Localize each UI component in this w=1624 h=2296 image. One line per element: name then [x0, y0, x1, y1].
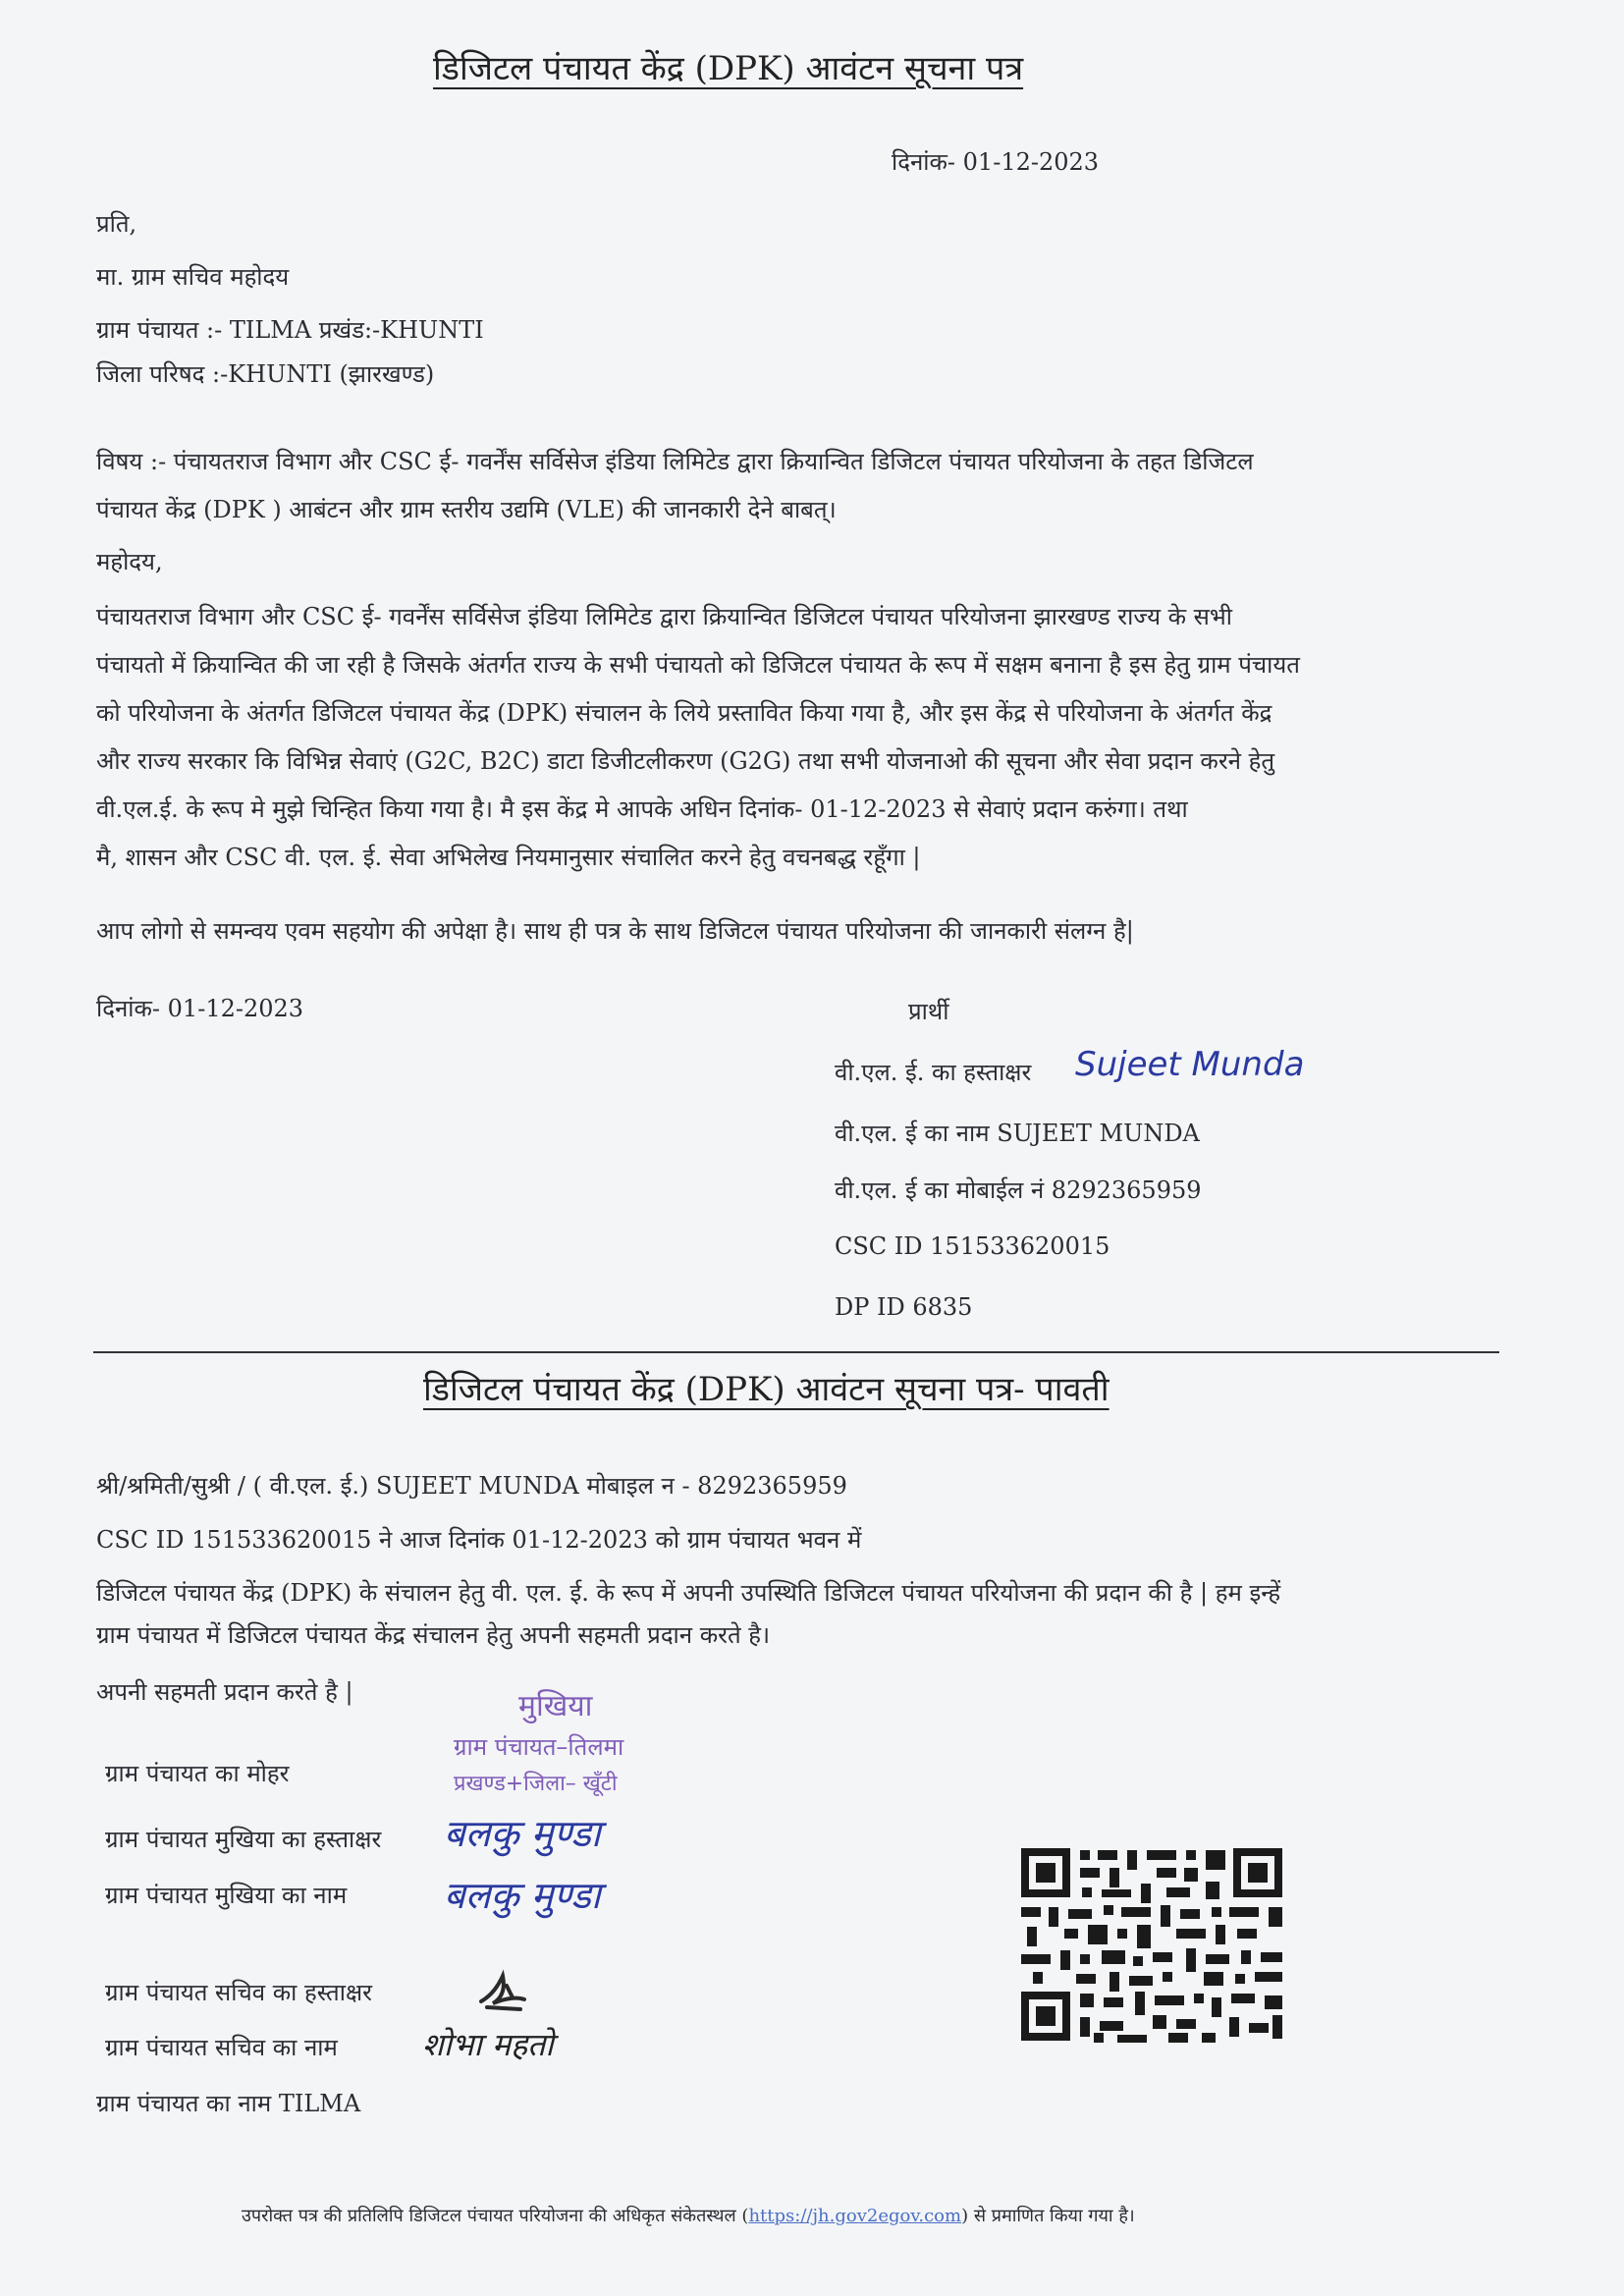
to-label: प्रति,	[96, 210, 137, 238]
footer-link[interactable]: https://jh.gov2egov.com	[748, 2206, 962, 2226]
panchayat-name: ग्राम पंचायत का नाम TILMA	[96, 2090, 361, 2117]
vle-name: वी.एल. ई का नाम SUJEET MUNDA	[835, 1120, 1200, 1147]
stamp-line: प्रखण्ड+जिला– खूँटी	[454, 1772, 618, 1796]
vle-signature-label: वी.एल. ई. का हस्ताक्षर	[835, 1059, 1032, 1086]
receipt-line-3: डिजिटल पंचायत केंद्र (DPK) के संचालन हेतु वी. एल. ई. के रूप में अपनी उपस्थिति डिजिटल पंचायत परियोजना की प्रदान की है | हम इन्हें	[96, 1579, 1281, 1607]
seal-label: ग्राम पंचायत का मोहर	[105, 1760, 290, 1787]
footer-note	[242, 2204, 1135, 2227]
letter-date-bottom: दिनांक- 01-12-2023	[96, 995, 304, 1022]
letter-title: डिजिटल पंचायत केंद्र (DPK) आवंटन सूचना पत्र	[433, 49, 1024, 88]
gram-panchayat-line: ग्राम पंचायत :- TILMA प्रखंड:-KHUNTI	[96, 316, 484, 344]
body-line: को परियोजना के अंतर्गत डिजिटल पंचायत केंद्र (DPK) संचालन के लिये प्रस्तावित किया गया है, और इस केंद्र से परियोजना के अंतर्गत केंद्र	[96, 699, 1272, 727]
receipt-line-1: श्री/श्रमिती/सुश्री / ( वी.एल. ई.) SUJEET MUNDA मोबाइल न - 8292365959	[96, 1472, 847, 1500]
mukhiya-signature-label: ग्राम पंचायत मुखिया का हस्ताक्षर	[105, 1826, 382, 1853]
mukhiya-signature: बलकु मुण्डा	[444, 1812, 601, 1855]
subject-line: विषय :- पंचायतराज विभाग और CSC ई- गवर्नेंस सर्विसेज इंडिया लिमिटेड द्वारा क्रियान्वित डिजिटल पंचायत परियोजना के तहत डिजिटल	[96, 448, 1254, 475]
receipt-line-4: ग्राम पंचायत में डिजिटल पंचायत केंद्र संचालन हेतु अपनी सहमती प्रदान करते है।	[96, 1621, 771, 1649]
sachiv-name: शोभा महतो	[422, 2026, 554, 2063]
sachiv-signature-label: ग्राम पंचायत सचिव का हस्ताक्षर	[105, 1979, 372, 2006]
sachiv-signature	[473, 1966, 532, 2015]
footer-prefix: उपरोक्त पत्र की प्रतिलिपि डिजिटल पंचायत परियोजना की अधिकृत संकेतस्थल (	[242, 2206, 749, 2226]
subject-block	[96, 438, 1254, 534]
vle-mobile: वी.एल. ई का मोबाईल नं 8292365959	[835, 1176, 1202, 1204]
body-line: वी.एल.ई. के रूप मे मुझे चिन्हित किया गया है। मै इस केंद्र मे आपके अधिन दिनांक- 01-12-2023 से सेवाएं प्रदान करुंगा। तथा	[96, 795, 1188, 823]
letter-date-top: दिनांक- 01-12-2023	[892, 148, 1100, 176]
vle-signature: Sujeet Munda	[1075, 1045, 1305, 1084]
stamp-line: मुखिया	[518, 1689, 593, 1723]
body-line: पंचायतराज विभाग और CSC ई- गवर्नेंस सर्विसेज इंडिया लिमिटेड द्वारा क्रियान्वित डिजिटल पंचायत परियोजना झारखण्ड राज्य के सभी	[96, 603, 1232, 630]
zila-parishad-line: जिला परिषद :-KHUNTI (झारखण्ड)	[96, 360, 435, 388]
body-line: मै, शासन और CSC वी. एल. ई. सेवा अभिलेख नियमानुसार संचालित करने हेतु वचनबद्ध रहूँगा |	[96, 844, 921, 871]
request-line: आप लोगो से समन्वय एवम सहयोग की अपेक्षा है। साथ ही पत्र के साथ डिजिटल पंचायत परियोजना की जानकारी संलग्न है|	[96, 917, 1134, 945]
footer-suffix: ) से प्रमाणित किया गया है।	[961, 2206, 1135, 2226]
body-line: और राज्य सरकार कि विभिन्न सेवाएं (G2C, B2C) डाटा डिजीटलीकरण (G2G) तथा सभी योजनाओ की सूचना और सेवा प्रदान करने हेतु	[96, 747, 1275, 775]
stamp-line: ग्राम पंचायत–तिलमा	[454, 1733, 624, 1761]
csc-id: CSC ID 151533620015	[835, 1232, 1110, 1260]
consent-line: अपनी सहमती प्रदान करते है |	[96, 1678, 353, 1706]
applicant-label: प्रार्थी	[908, 998, 949, 1025]
receipt-title: डिजिटल पंचायत केंद्र (DPK) आवंटन सूचना पत्र- पावती	[423, 1370, 1110, 1409]
sachiv-name-label: ग्राम पंचायत सचिव का नाम	[105, 2034, 338, 2061]
dp-id: DP ID 6835	[835, 1293, 973, 1321]
receipt-line-2: CSC ID 151533620015 ने आज दिनांक 01-12-2023 को ग्राम पंचायत भवन में	[96, 1526, 862, 1554]
mukhiya-name: बलकु मुण्डा	[444, 1874, 601, 1917]
body-paragraph	[96, 593, 1300, 882]
addressee: मा. ग्राम सचिव महोदय	[96, 263, 290, 291]
section-divider	[93, 1351, 1499, 1353]
qr-code-icon	[1019, 1846, 1286, 2045]
body-line: पंचायतो में क्रियान्वित की जा रही है जिसके अंतर्गत राज्य के सभी पंचायतो को डिजिटल पंचायत के रूप में सक्षम बनाना है इस हेतु ग्राम पंचायत	[96, 651, 1300, 679]
mukhiya-name-label: ग्राम पंचायत मुखिया का नाम	[105, 1882, 348, 1909]
subject-line: पंचायत केंद्र (DPK ) आबंटन और ग्राम स्तरीय उद्यमि (VLE) की जानकारी देने बाबत्।	[96, 496, 837, 523]
salutation: महोदय,	[96, 548, 163, 575]
